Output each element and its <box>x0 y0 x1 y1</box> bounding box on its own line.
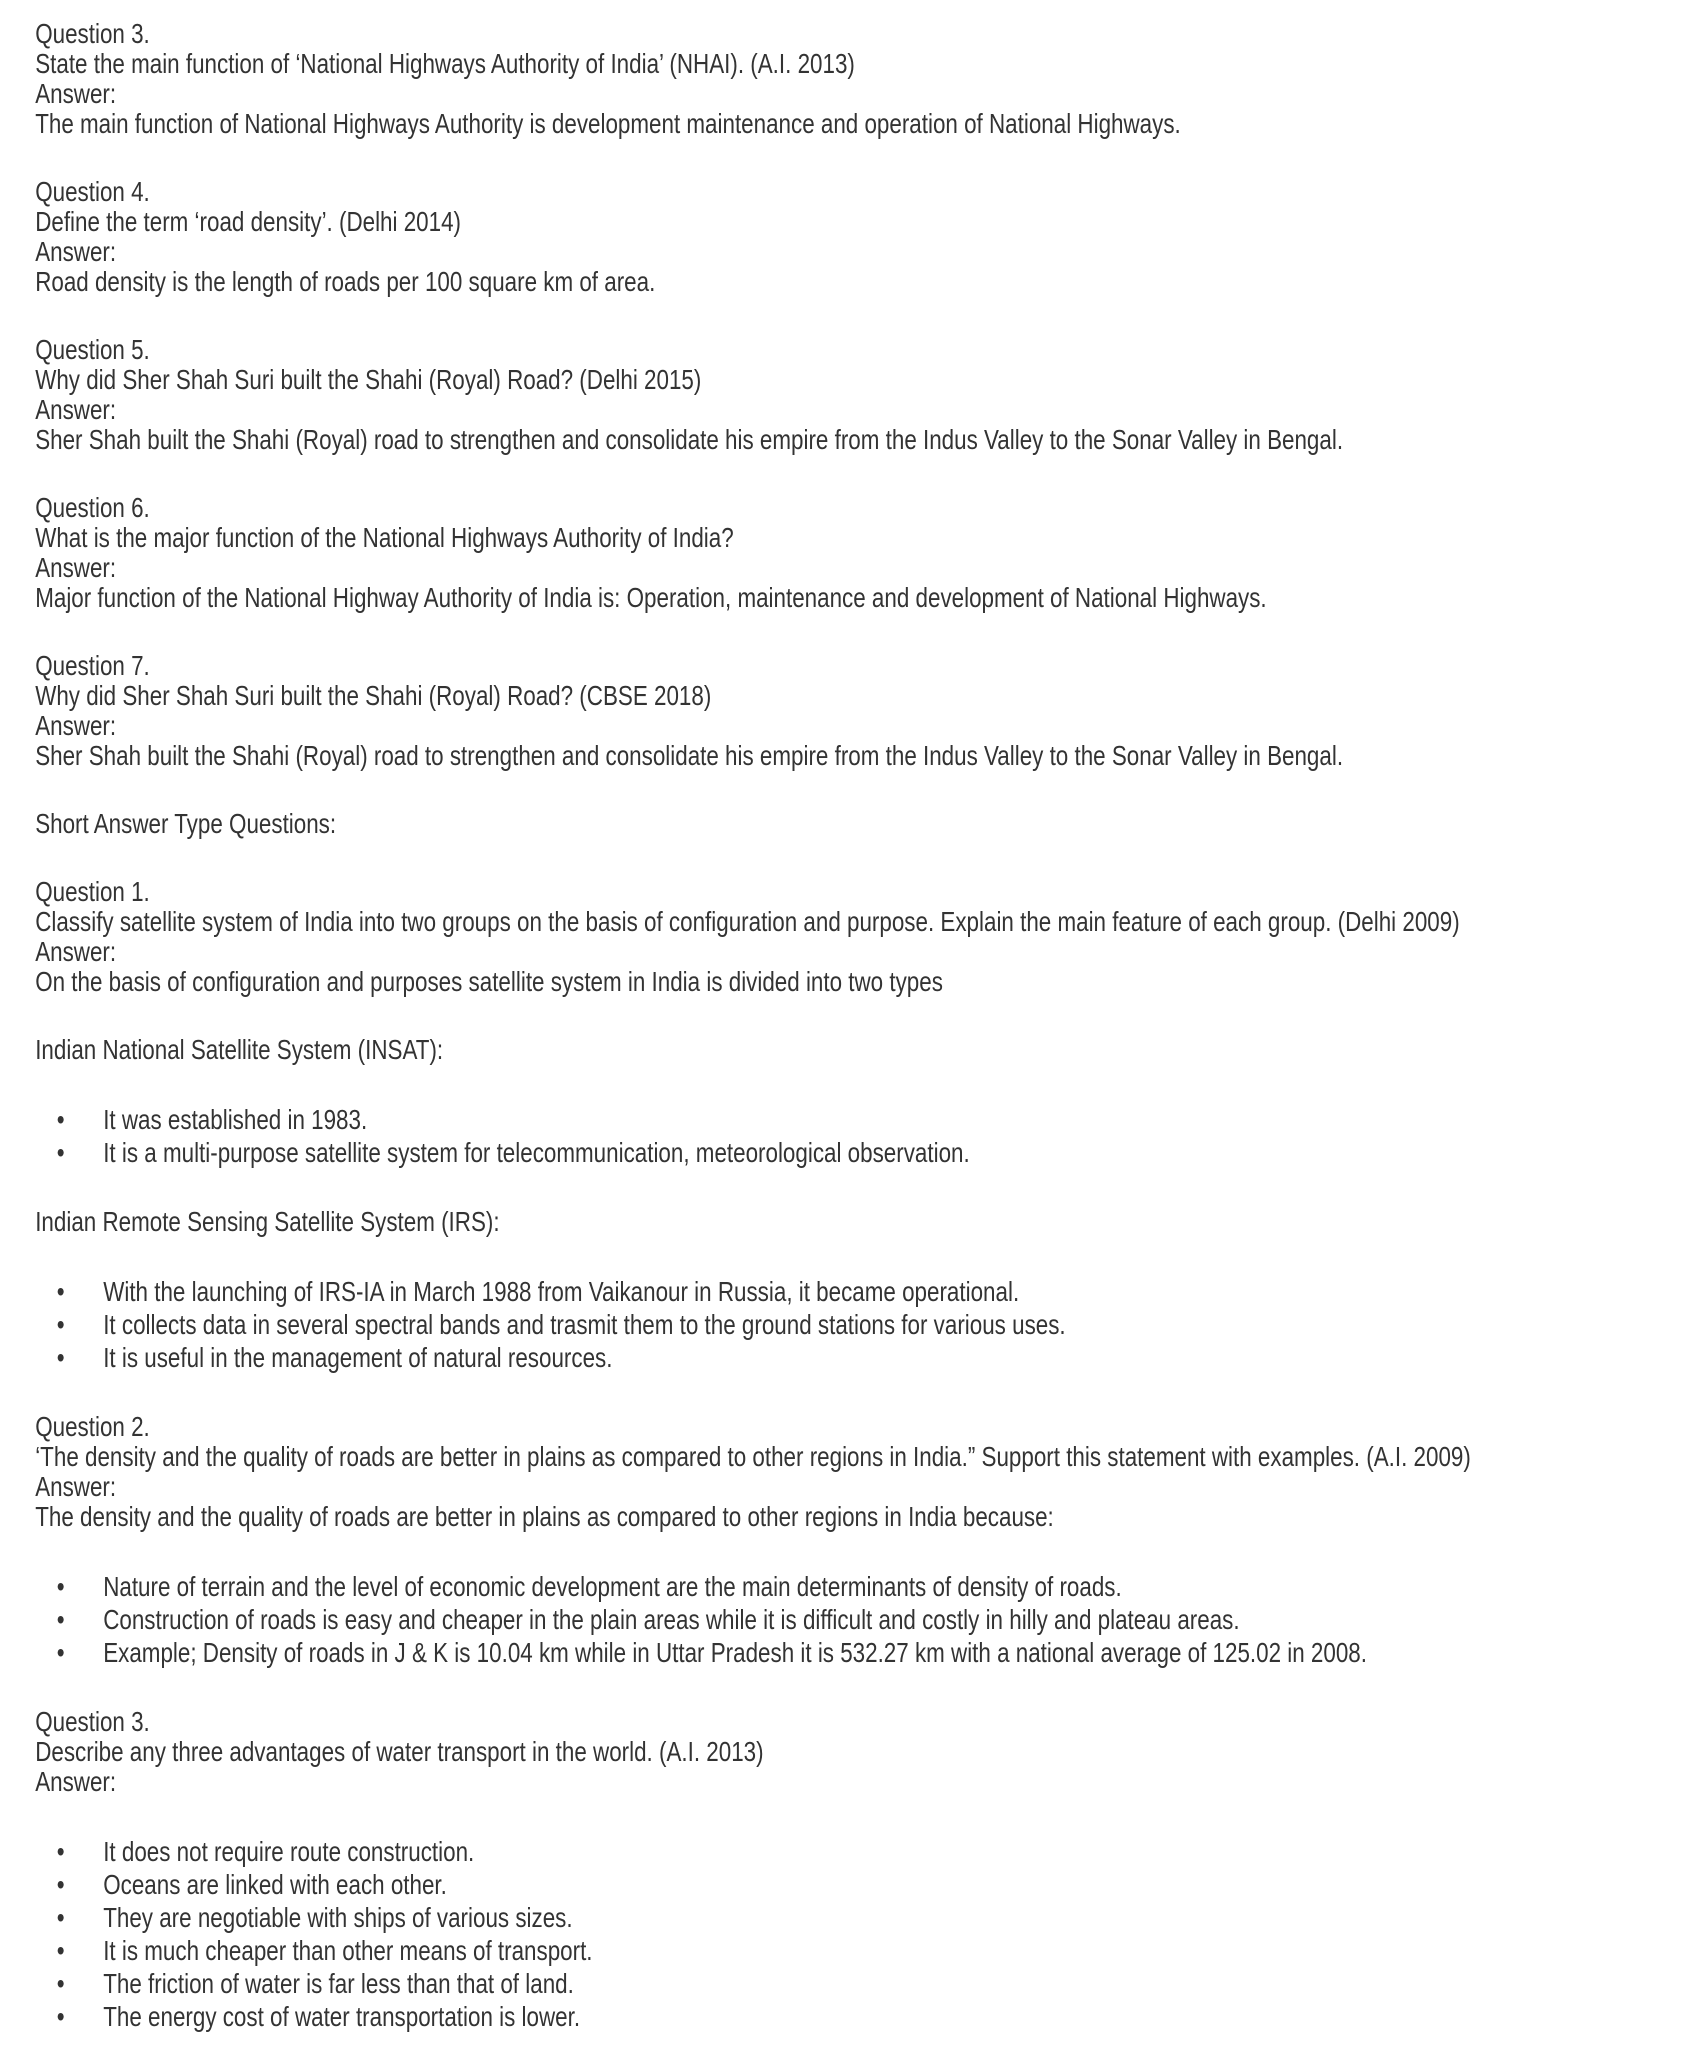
answer-text: Major function of the National Highway Authority of India is: Operation, maintenance and development of National Highways. <box>35 582 1267 613</box>
answer-label: Answer: <box>35 710 117 741</box>
list-item-text: They are negotiable with ships of various sizes. <box>103 1902 573 1933</box>
water-transport-advantage-list <box>35 1835 1700 2033</box>
bullet-icon: • <box>56 1137 65 1168</box>
question-text: ‘The density and the quality of roads are better in plains as compared to other regions in India.” Support this statement with examples. (A.I. 2009) <box>35 1441 1471 1472</box>
list-item <box>35 2000 1700 2033</box>
question-text: Define the term ‘road density’. (Delhi 2014) <box>35 206 462 237</box>
list-item <box>35 1901 1700 1934</box>
qa-block-question-2-short <box>35 1412 1700 1532</box>
answer-label: Answer: <box>35 1766 117 1797</box>
answer-text: The density and the quality of roads are better in plains as compared to other regions in India because: <box>35 1501 1054 1532</box>
bullet-icon: • <box>56 1571 65 1602</box>
question-text: What is the major function of the National Highways Authority of India? <box>35 522 734 553</box>
answer-label: Answer: <box>35 78 117 109</box>
answer-text: Road density is the length of roads per 100 square km of area. <box>35 266 656 297</box>
bullet-icon: • <box>56 1309 65 1340</box>
list-item-text: Oceans are linked with each other. <box>103 1869 447 1900</box>
question-text: Why did Sher Shah Suri built the Shahi (Royal) Road? (Delhi 2015) <box>35 364 702 395</box>
qa-block-question-7 <box>35 651 1700 771</box>
bullet-icon: • <box>56 1902 65 1933</box>
answer-label: Answer: <box>35 394 117 425</box>
list-item-text: Construction of roads is easy and cheaper in the plain areas while it is difficult and costly in hilly and plateau areas. <box>103 1604 1240 1635</box>
list-item-text: The friction of water is far less than that of land. <box>103 1968 574 1999</box>
list-item-text: It was established in 1983. <box>103 1104 368 1135</box>
list-item <box>35 1934 1700 1967</box>
answer-text: Sher Shah built the Shahi (Royal) road to strengthen and consolidate his empire from the Indus Valley to the Sonar Valley in Bengal. <box>35 424 1344 455</box>
qa-block-question-3-short <box>35 1707 1700 1797</box>
list-item-text: The energy cost of water transportation is lower. <box>103 2001 581 2032</box>
question-text: State the main function of ‘National Highways Authority of India’ (NHAI). (A.I. 2013) <box>35 48 855 79</box>
list-item <box>35 1570 1700 1603</box>
qa-block-question-5 <box>35 335 1700 455</box>
section-heading-short-answer-type: Short Answer Type Questions: <box>35 808 337 839</box>
bullet-icon: • <box>56 1935 65 1966</box>
list-item <box>35 1636 1700 1669</box>
list-item <box>35 1967 1700 2000</box>
bullet-icon: • <box>56 1637 65 1668</box>
bullet-icon: • <box>56 1836 65 1867</box>
answer-text: The main function of National Highways Authority is development maintenance and operation of National Highways. <box>35 108 1181 139</box>
answer-text: Sher Shah built the Shahi (Royal) road to strengthen and consolidate his empire from the Indus Valley to the Sonar Valley in Bengal. <box>35 740 1344 771</box>
question-text: Describe any three advantages of water transport in the world. (A.I. 2013) <box>35 1736 764 1767</box>
list-item-text: It is useful in the management of natural resources. <box>103 1342 613 1373</box>
insat-feature-list <box>35 1103 1700 1169</box>
bullet-icon: • <box>56 1104 65 1135</box>
list-item <box>35 1835 1700 1868</box>
question-label: Question 2. <box>35 1411 150 1442</box>
qa-block-question-4 <box>35 177 1700 297</box>
answer-label: Answer: <box>35 1471 117 1502</box>
irs-feature-list <box>35 1275 1700 1374</box>
question-text: Classify satellite system of India into two groups on the basis of configuration and purpose. Explain the main feature of each group. (Delhi 2009) <box>35 906 1460 937</box>
bullet-icon: • <box>56 1968 65 1999</box>
answer-label: Answer: <box>35 236 117 267</box>
bullet-icon: • <box>56 1604 65 1635</box>
subheading-insat: Indian National Satellite System (INSAT): <box>35 1034 444 1065</box>
list-item <box>35 1308 1700 1341</box>
question-label: Question 4. <box>35 176 150 207</box>
bullet-icon: • <box>56 1276 65 1307</box>
list-item-text: It collects data in several spectral bands and trasmit them to the ground stations for various uses. <box>103 1309 1066 1340</box>
list-item <box>35 1275 1700 1308</box>
list-item-text: It is a multi-purpose satellite system for telecommunication, meteorological observation. <box>103 1137 970 1168</box>
list-item <box>35 1103 1700 1136</box>
list-item <box>35 1603 1700 1636</box>
list-item-text: It does not require route construction. <box>103 1836 475 1867</box>
question-label: Question 3. <box>35 18 150 49</box>
qa-block-question-3-very-short <box>35 19 1700 139</box>
list-item-text: Example; Density of roads in J & K is 10.04 km while in Uttar Pradesh it is 532.27 km with a national average of 125.02 in 2008. <box>103 1637 1367 1668</box>
qa-block-question-1-short <box>35 877 1700 997</box>
bullet-icon: • <box>56 2001 65 2032</box>
question-label: Question 6. <box>35 492 150 523</box>
road-density-reason-list <box>35 1570 1700 1669</box>
question-label: Question 1. <box>35 876 150 907</box>
question-label: Question 3. <box>35 1706 150 1737</box>
question-label: Question 7. <box>35 650 150 681</box>
question-label: Question 5. <box>35 334 150 365</box>
list-item-text: It is much cheaper than other means of transport. <box>103 1935 593 1966</box>
subheading-irs: Indian Remote Sensing Satellite System (IRS): <box>35 1206 500 1237</box>
list-item <box>35 1868 1700 1901</box>
list-item <box>35 1341 1700 1374</box>
answer-label: Answer: <box>35 552 117 583</box>
list-item-text: Nature of terrain and the level of economic development are the main determinants of density of roads. <box>103 1571 1122 1602</box>
list-item <box>35 1136 1700 1169</box>
question-text: Why did Sher Shah Suri built the Shahi (Royal) Road? (CBSE 2018) <box>35 680 712 711</box>
bullet-icon: • <box>56 1342 65 1373</box>
bullet-icon: • <box>56 1869 65 1900</box>
answer-label: Answer: <box>35 936 117 967</box>
qa-block-question-6 <box>35 493 1700 613</box>
list-item-text: With the launching of IRS-IA in March 1988 from Vaikanour in Russia, it became operational. <box>103 1276 1020 1307</box>
answer-text: On the basis of configuration and purposes satellite system in India is divided into two types <box>35 966 943 997</box>
